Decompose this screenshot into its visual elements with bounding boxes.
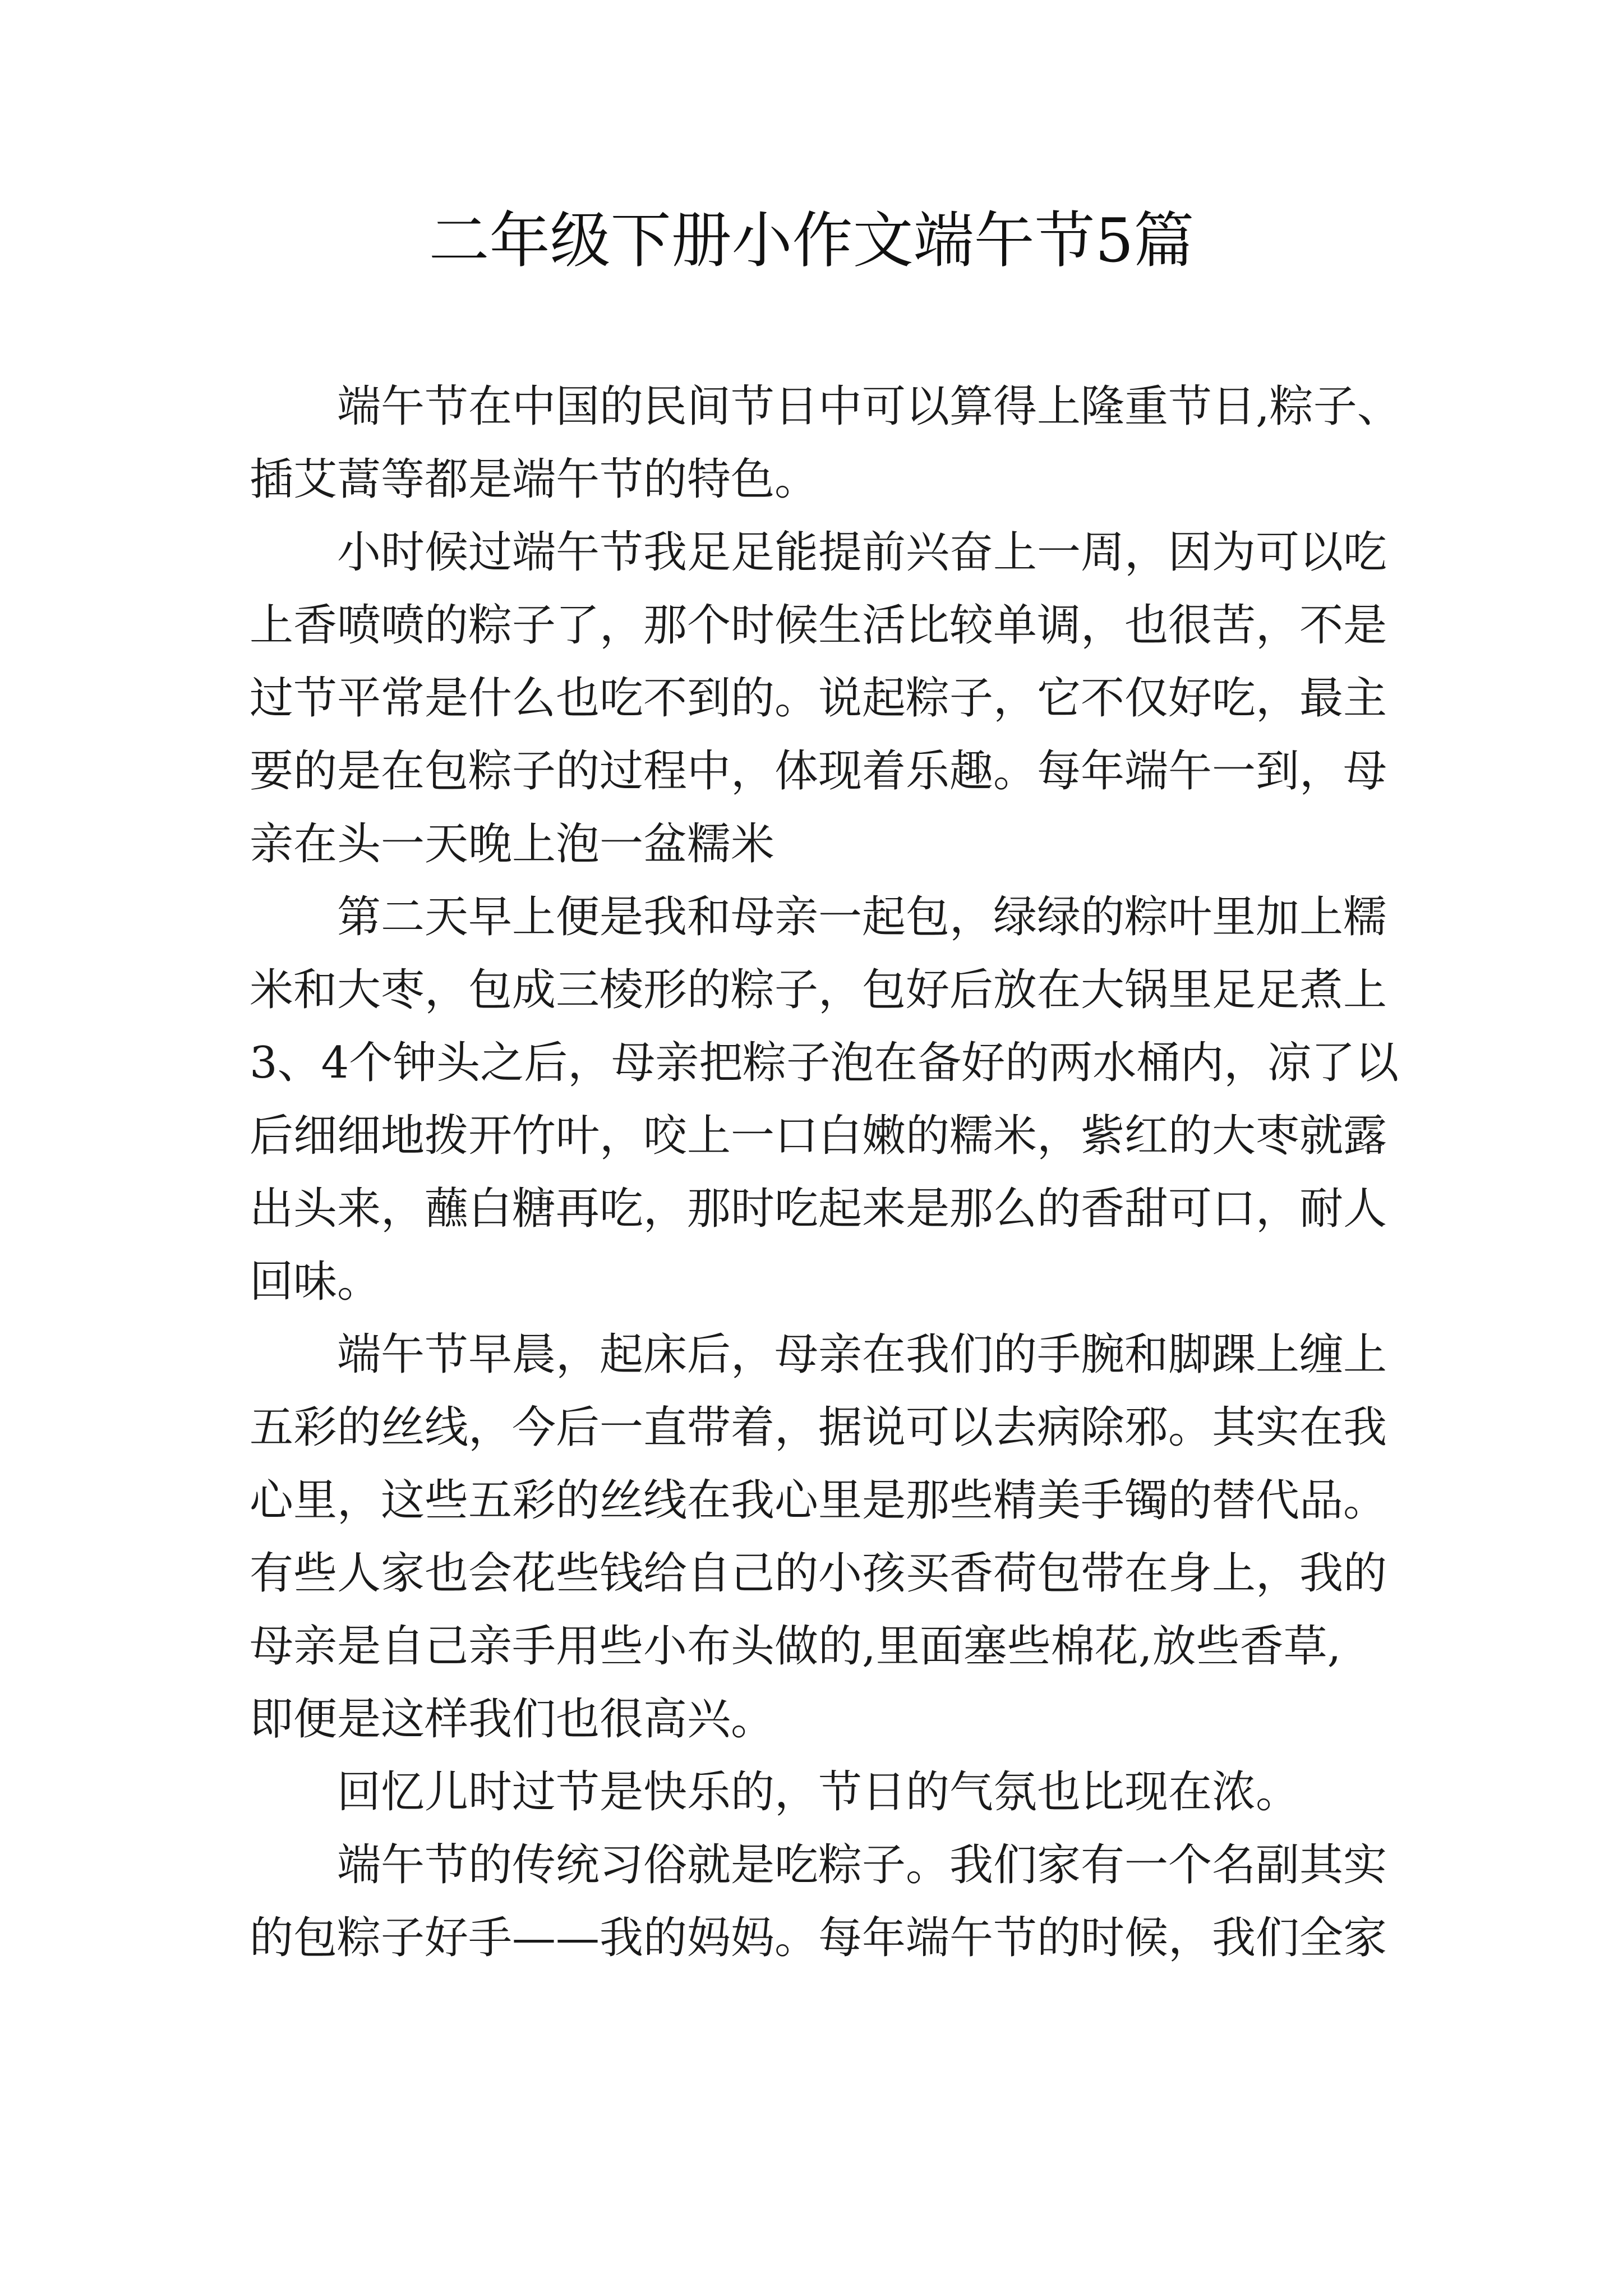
text-line: 小时候过端午节我足足能提前兴奋上一周，因为可以吃 (337, 527, 1387, 578)
document-title: 二年级下册小作文端午节5篇 (428, 206, 1195, 276)
text-line: 米和大枣，包成三棱形的粽子，包好后放在大锅里足足煮上 (250, 965, 1387, 1015)
text-line: 3、4个钟头之后，母亲把粽子泡在备好的两水桶内，凉了以 (250, 1038, 1399, 1088)
paragraph (250, 1756, 1416, 1829)
text-line: 回味。 (250, 1257, 381, 1307)
text-line: 插艾蒿等都是端午节的特色。 (250, 454, 819, 505)
text-line: 有些人家也会花些钱给自己的小孩买香荷包带在身上，我的 (250, 1548, 1387, 1599)
text-line: 端午节早晨，起床后，母亲在我们的手腕和脚踝上缠上 (337, 1329, 1387, 1380)
text-line: 过节平常是什么也吃不到的。说起粽子，它不仅好吃，最主 (250, 673, 1387, 724)
document-body (250, 370, 1416, 1975)
text-line: 亲在头一天晚上泡一盆糯米 (250, 819, 775, 869)
text-line: 出头来，蘸白糖再吃，那时吃起来是那么的香甜可口，耐人 (250, 1184, 1387, 1234)
text-line: 母亲是自己亲手用些小布头做的,里面塞些棉花,放些香草, (250, 1621, 1341, 1672)
paragraph (250, 1829, 1416, 1975)
paragraph (250, 516, 1416, 881)
text-line: 即便是这样我们也很高兴。 (250, 1694, 775, 1745)
text-line: 第二天早上便是我和母亲一起包，绿绿的粽叶里加上糯 (337, 892, 1387, 942)
text-line: 后细细地拨开竹叶，咬上一口白嫩的糯米，紫红的大枣就露 (250, 1111, 1387, 1161)
text-line: 心里，这些五彩的丝线在我心里是那些精美手镯的替代品。 (250, 1475, 1387, 1526)
text-line: 端午节的传统习俗就是吃粽子。我们家有一个名副其实 (337, 1840, 1387, 1890)
text-line: 的包粽子好手——我的妈妈。每年端午节的时候，我们全家 (250, 1913, 1387, 1963)
text-line: 五彩的丝线，今后一直带着，据说可以去病除邪。其实在我 (250, 1402, 1387, 1453)
text-line: 要的是在包粽子的过程中，体现着乐趣。每年端午一到，母 (250, 746, 1387, 797)
text-line: 上香喷喷的粽子了，那个时候生活比较单调，也很苦，不是 (250, 600, 1387, 651)
paragraph (250, 881, 1416, 1318)
paragraph (250, 1318, 1416, 1756)
text-line: 端午节在中国的民间节日中可以算得上隆重节日,粽子、 (337, 381, 1401, 432)
text-line: 回忆儿时过节是快乐的，节日的气氛也比现在浓。 (337, 1767, 1300, 1818)
paragraph (250, 370, 1416, 516)
